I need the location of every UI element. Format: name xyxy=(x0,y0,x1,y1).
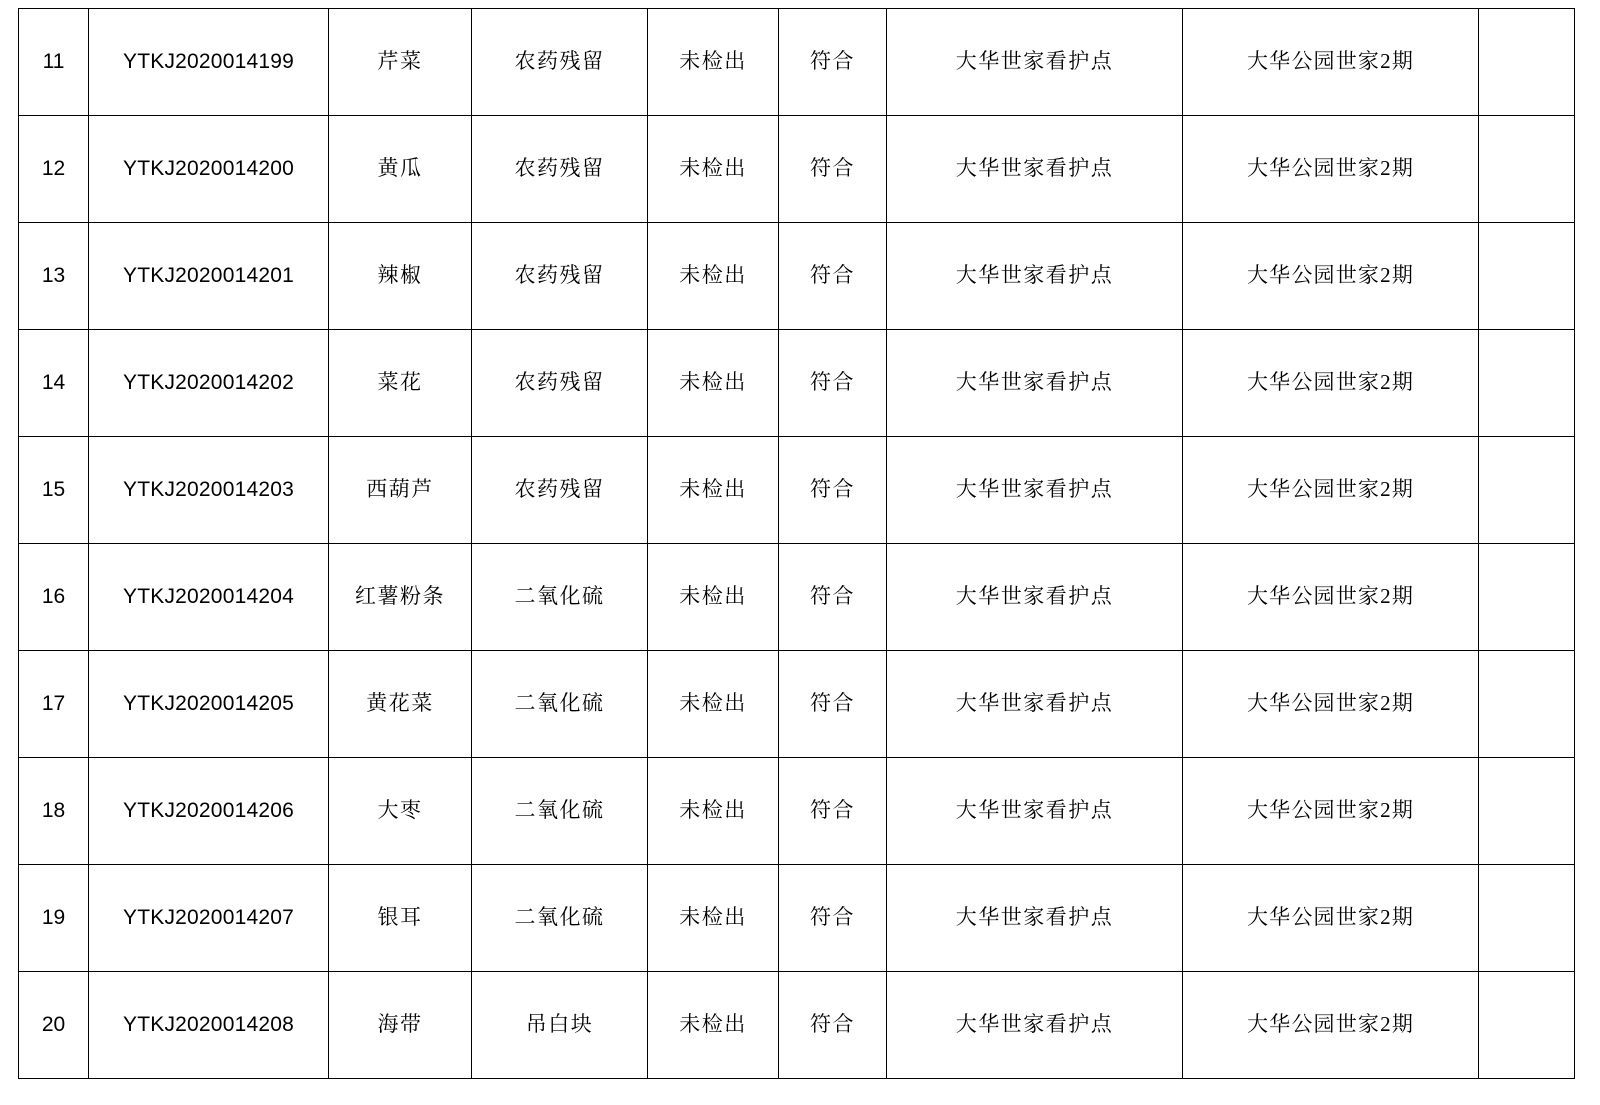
cell-judgement: 符合 xyxy=(779,544,887,651)
cell-sampling-place: 大华公园世家2期 xyxy=(1183,758,1479,865)
cell-test-result: 未检出 xyxy=(648,544,779,651)
cell-sample-code: YTKJ2020014203 xyxy=(89,437,329,544)
table-row xyxy=(19,223,1575,330)
cell-index: 15 xyxy=(19,437,89,544)
cell-sample-code: YTKJ2020014204 xyxy=(89,544,329,651)
cell-sampling-place: 大华公园世家2期 xyxy=(1183,651,1479,758)
table-row xyxy=(19,544,1575,651)
cell-index: 20 xyxy=(19,972,89,1079)
cell-sample-name: 海带 xyxy=(329,972,472,1079)
cell-sample-code: YTKJ2020014206 xyxy=(89,758,329,865)
cell-inspected-unit: 大华世家看护点 xyxy=(887,544,1183,651)
cell-remark xyxy=(1479,223,1575,330)
cell-index: 17 xyxy=(19,651,89,758)
cell-sample-code: YTKJ2020014202 xyxy=(89,330,329,437)
inspection-results-table xyxy=(18,8,1575,1079)
cell-judgement: 符合 xyxy=(779,437,887,544)
cell-test-item: 二氧化硫 xyxy=(472,544,648,651)
cell-sample-name: 西葫芦 xyxy=(329,437,472,544)
table-row xyxy=(19,330,1575,437)
table-row xyxy=(19,972,1575,1079)
cell-index: 16 xyxy=(19,544,89,651)
cell-remark xyxy=(1479,437,1575,544)
cell-test-item: 农药残留 xyxy=(472,330,648,437)
cell-sample-code: YTKJ2020014208 xyxy=(89,972,329,1079)
cell-sampling-place: 大华公园世家2期 xyxy=(1183,865,1479,972)
cell-remark xyxy=(1479,544,1575,651)
cell-inspected-unit: 大华世家看护点 xyxy=(887,116,1183,223)
cell-test-item: 农药残留 xyxy=(472,116,648,223)
cell-judgement: 符合 xyxy=(779,865,887,972)
cell-test-result: 未检出 xyxy=(648,758,779,865)
cell-inspected-unit: 大华世家看护点 xyxy=(887,330,1183,437)
table-body xyxy=(19,9,1575,1079)
cell-remark xyxy=(1479,972,1575,1079)
cell-sample-code: YTKJ2020014200 xyxy=(89,116,329,223)
cell-judgement: 符合 xyxy=(779,758,887,865)
table-row xyxy=(19,437,1575,544)
cell-remark xyxy=(1479,651,1575,758)
cell-sample-name: 芹菜 xyxy=(329,9,472,116)
cell-index: 19 xyxy=(19,865,89,972)
cell-index: 13 xyxy=(19,223,89,330)
cell-inspected-unit: 大华世家看护点 xyxy=(887,437,1183,544)
cell-remark xyxy=(1479,865,1575,972)
cell-index: 12 xyxy=(19,116,89,223)
cell-sampling-place: 大华公园世家2期 xyxy=(1183,544,1479,651)
cell-sample-code: YTKJ2020014199 xyxy=(89,9,329,116)
cell-inspected-unit: 大华世家看护点 xyxy=(887,972,1183,1079)
cell-test-item: 农药残留 xyxy=(472,9,648,116)
cell-index: 11 xyxy=(19,9,89,116)
cell-sample-name: 黄花菜 xyxy=(329,651,472,758)
cell-test-item: 二氧化硫 xyxy=(472,651,648,758)
cell-test-item: 二氧化硫 xyxy=(472,865,648,972)
cell-test-result: 未检出 xyxy=(648,972,779,1079)
cell-sampling-place: 大华公园世家2期 xyxy=(1183,116,1479,223)
cell-judgement: 符合 xyxy=(779,330,887,437)
table-row xyxy=(19,865,1575,972)
cell-test-result: 未检出 xyxy=(648,9,779,116)
cell-judgement: 符合 xyxy=(779,223,887,330)
table-row xyxy=(19,9,1575,116)
cell-sample-name: 大枣 xyxy=(329,758,472,865)
cell-test-result: 未检出 xyxy=(648,651,779,758)
cell-remark xyxy=(1479,9,1575,116)
cell-sample-code: YTKJ2020014207 xyxy=(89,865,329,972)
cell-remark xyxy=(1479,330,1575,437)
cell-test-item: 吊白块 xyxy=(472,972,648,1079)
cell-inspected-unit: 大华世家看护点 xyxy=(887,9,1183,116)
cell-sample-code: YTKJ2020014201 xyxy=(89,223,329,330)
cell-index: 18 xyxy=(19,758,89,865)
table-row xyxy=(19,758,1575,865)
cell-test-result: 未检出 xyxy=(648,865,779,972)
cell-inspected-unit: 大华世家看护点 xyxy=(887,651,1183,758)
table-row xyxy=(19,116,1575,223)
cell-sampling-place: 大华公园世家2期 xyxy=(1183,972,1479,1079)
cell-sampling-place: 大华公园世家2期 xyxy=(1183,330,1479,437)
cell-judgement: 符合 xyxy=(779,972,887,1079)
cell-test-result: 未检出 xyxy=(648,330,779,437)
cell-sample-name: 银耳 xyxy=(329,865,472,972)
cell-sampling-place: 大华公园世家2期 xyxy=(1183,437,1479,544)
cell-sampling-place: 大华公园世家2期 xyxy=(1183,9,1479,116)
cell-sample-name: 红薯粉条 xyxy=(329,544,472,651)
cell-judgement: 符合 xyxy=(779,116,887,223)
cell-inspected-unit: 大华世家看护点 xyxy=(887,865,1183,972)
cell-sample-code: YTKJ2020014205 xyxy=(89,651,329,758)
cell-remark xyxy=(1479,758,1575,865)
cell-test-item: 农药残留 xyxy=(472,223,648,330)
cell-judgement: 符合 xyxy=(779,651,887,758)
cell-judgement: 符合 xyxy=(779,9,887,116)
cell-sampling-place: 大华公园世家2期 xyxy=(1183,223,1479,330)
cell-test-item: 农药残留 xyxy=(472,437,648,544)
cell-sample-name: 黄瓜 xyxy=(329,116,472,223)
cell-test-result: 未检出 xyxy=(648,116,779,223)
cell-inspected-unit: 大华世家看护点 xyxy=(887,758,1183,865)
cell-test-result: 未检出 xyxy=(648,223,779,330)
cell-sample-name: 辣椒 xyxy=(329,223,472,330)
table-row xyxy=(19,651,1575,758)
cell-remark xyxy=(1479,116,1575,223)
cell-index: 14 xyxy=(19,330,89,437)
cell-test-result: 未检出 xyxy=(648,437,779,544)
cell-test-item: 二氧化硫 xyxy=(472,758,648,865)
cell-inspected-unit: 大华世家看护点 xyxy=(887,223,1183,330)
cell-sample-name: 菜花 xyxy=(329,330,472,437)
